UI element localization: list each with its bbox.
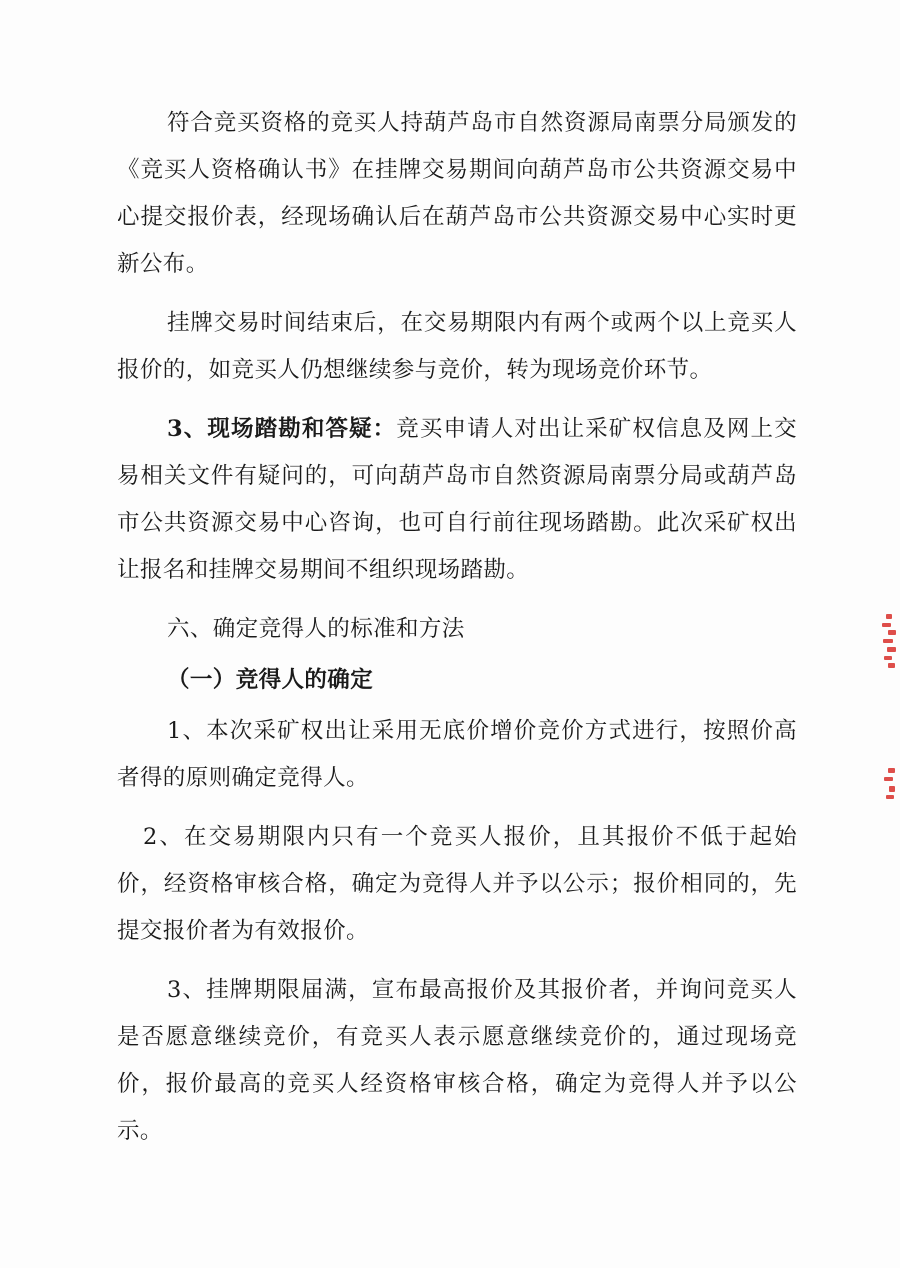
seal-edge-top bbox=[878, 612, 900, 672]
item-2: 2、在交易期限内只有一个竞买人报价，且其报价不低于起始价，经资格审核合格，确定为竞得人并予以公示；报价相同的，先提交报价者为有效报价。 bbox=[117, 824, 797, 944]
seal-edge-bottom bbox=[878, 765, 900, 803]
paragraph-site-visit bbox=[117, 406, 797, 594]
item-3: 3、挂牌期限届满，宣布最高报价及其报价者，并询问竞买人是否愿意继续竞价，有竞买人表示愿意继续竞价的，通过现场竞价，报价最高的竞买人经资格审核合格，确定为竞得人并予以公示。 bbox=[117, 977, 797, 1144]
paragraph-bid-submission: 符合竞买资格的竞买人持葫芦岛市自然资源局南票分局颁发的《竞买人资格确认书》在挂牌交易期间向葫芦岛市公共资源交易中心提交报价表，经现场确认后在葫芦岛市公共资源交易中心实时更新公布。 bbox=[117, 110, 797, 277]
paragraph-after-listing: 挂牌交易时间结束后，在交易期限内有两个或两个以上竞买人报价的，如竞买人仍想继续参与竞价，转为现场竞价环节。 bbox=[117, 310, 797, 383]
item-1: 1、本次采矿权出让采用无底价增价竞价方式进行，按照价高者得的原则确定竞得人。 bbox=[117, 718, 797, 791]
section-heading-six: 六、确定竞得人的标准和方法 bbox=[167, 616, 465, 642]
site-visit-body: 竞买申请人对出让采矿权信息及网上交易相关文件有疑问的，可向葫芦岛市自然资源局南票分局或葫芦岛市公共资源交易中心咨询，也可自行前往现场踏勘。此次采矿权出让报名和挂牌交易期间不组织现场踏勘。 bbox=[117, 416, 798, 583]
site-visit-lead: 3、现场踏勘和答疑： bbox=[167, 416, 397, 442]
subsection-heading-winner: （一）竞得人的确定 bbox=[167, 667, 374, 693]
document-body bbox=[117, 100, 797, 1167]
